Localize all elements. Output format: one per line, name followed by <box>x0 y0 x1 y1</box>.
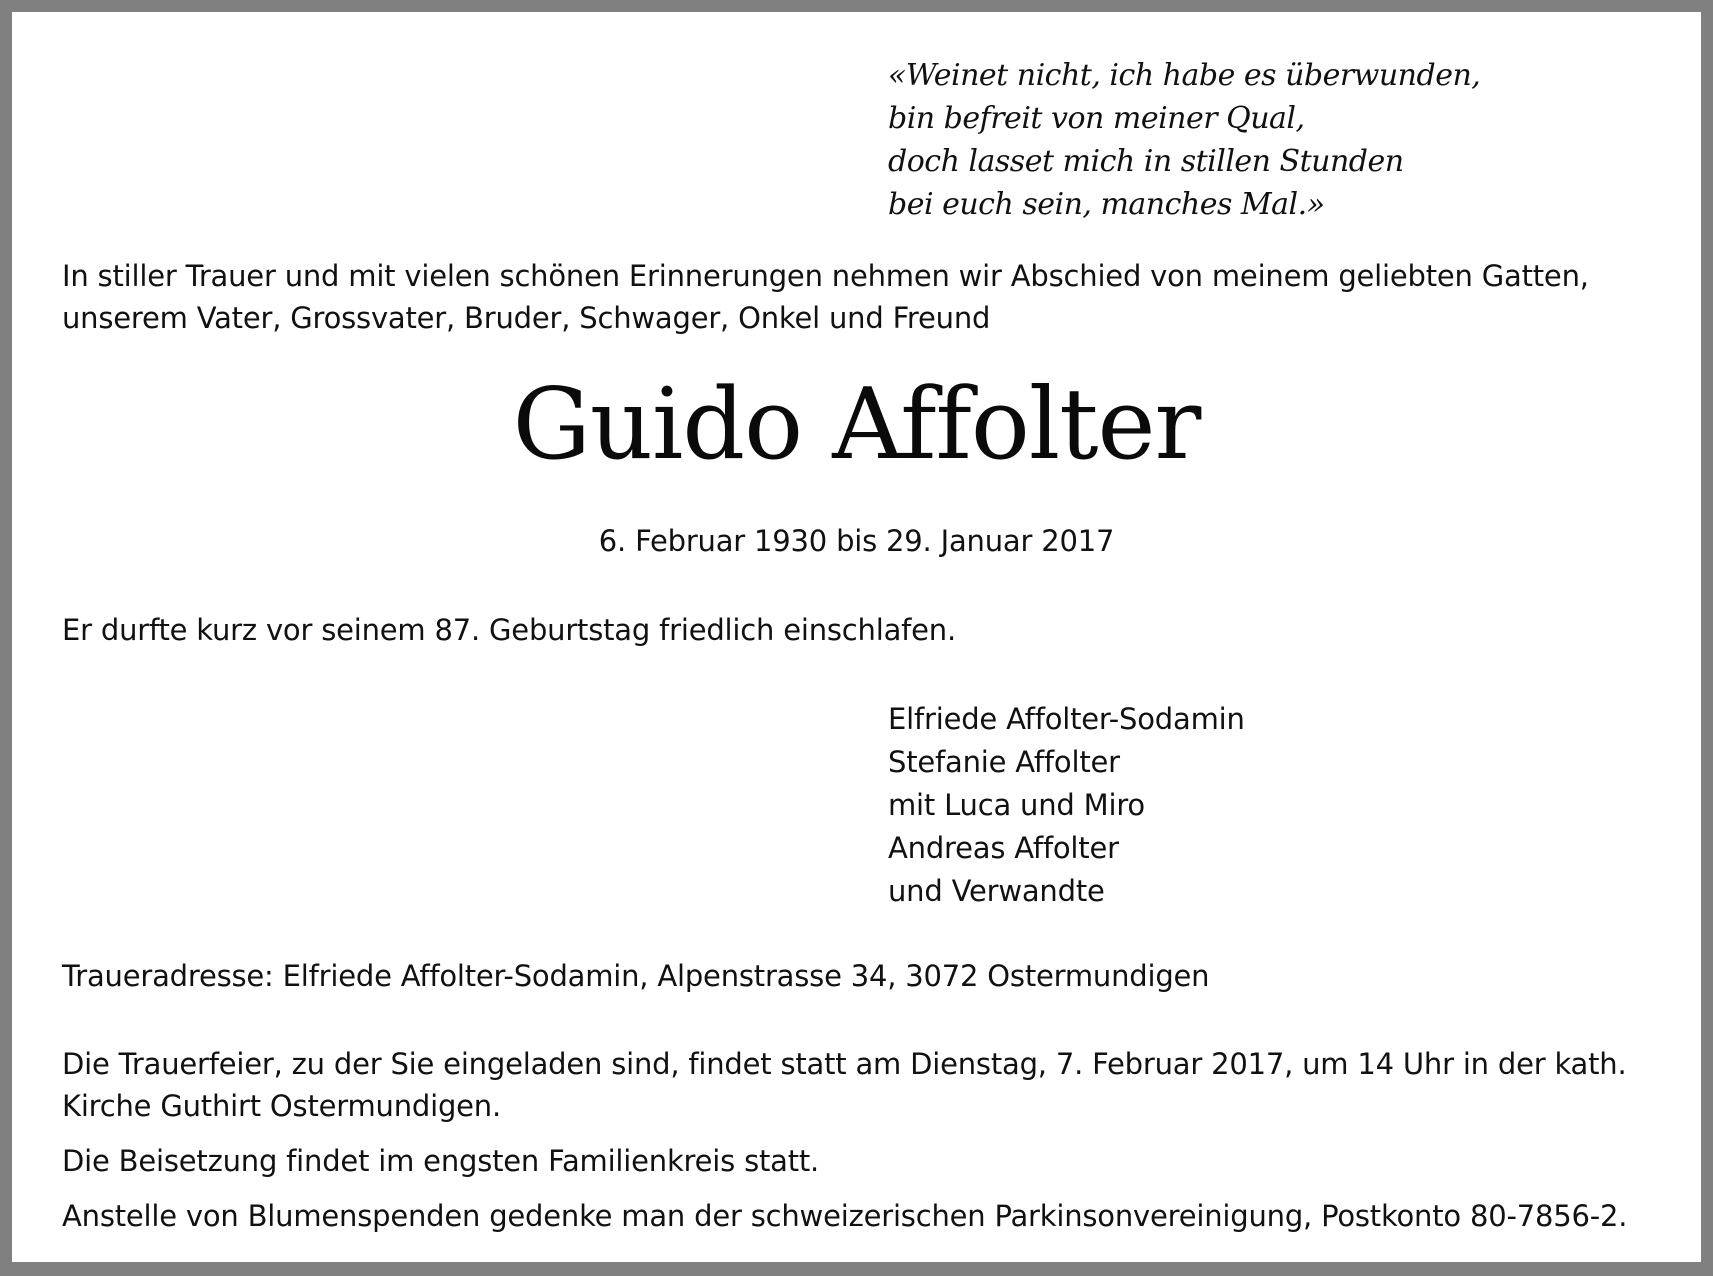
donation-info: Anstelle von Blumenspenden gedenke man der schweizerischen Parkinsonvereinigung, Postkonto 80-7856-2. <box>62 1199 1628 1233</box>
burial-info: Die Beisetzung findet im engsten Familienkreis statt. <box>62 1144 820 1178</box>
signer-name: Stefanie Affolter <box>888 745 1120 779</box>
poem-quote <box>888 54 1480 226</box>
signer-name: mit Luca und Miro <box>888 788 1145 822</box>
mourning-address: Traueradresse: Elfriede Affolter-Sodamin, Alpenstrasse 34, 3072 Ostermundigen <box>62 959 1210 993</box>
poem-line: «Weinet nicht, ich habe es überwunden, <box>888 58 1481 93</box>
life-dates: 6. Februar 1930 bis 29. Januar 2017 <box>598 524 1115 558</box>
ceremony-info <box>62 1043 1627 1127</box>
poem-line: bei euch sein, manches Mal.» <box>888 187 1325 222</box>
obituary-notice <box>12 12 1701 1262</box>
signer-name: Elfriede Affolter-Sodamin <box>888 702 1245 736</box>
signer-name: und Verwandte <box>888 874 1105 908</box>
intro-line: unserem Vater, Grossvater, Bruder, Schwager, Onkel und Freund <box>62 301 991 335</box>
statement-text: Er durfte kurz vor seinem 87. Geburtstag friedlich einschlafen. <box>62 613 956 647</box>
signers-list <box>888 698 1245 913</box>
intro-line: In stiller Trauer und mit vielen schönen Erinnerungen nehmen wir Abschied von meinem geliebten Gatten, <box>62 259 1589 293</box>
poem-line: bin befreit von meiner Qual, <box>888 101 1305 136</box>
signer-name: Andreas Affolter <box>888 831 1119 865</box>
deceased-name: Guido Affolter <box>512 368 1201 482</box>
ceremony-line: Die Trauerfeier, zu der Sie eingeladen sind, findet statt am Dienstag, 7. Februar 2017, um 14 Uhr in der kath. <box>62 1047 1627 1081</box>
ceremony-line: Kirche Guthirt Ostermundigen. <box>62 1089 501 1123</box>
poem-line: doch lasset mich in stillen Stunden <box>888 144 1404 179</box>
intro-paragraph <box>62 255 1662 339</box>
